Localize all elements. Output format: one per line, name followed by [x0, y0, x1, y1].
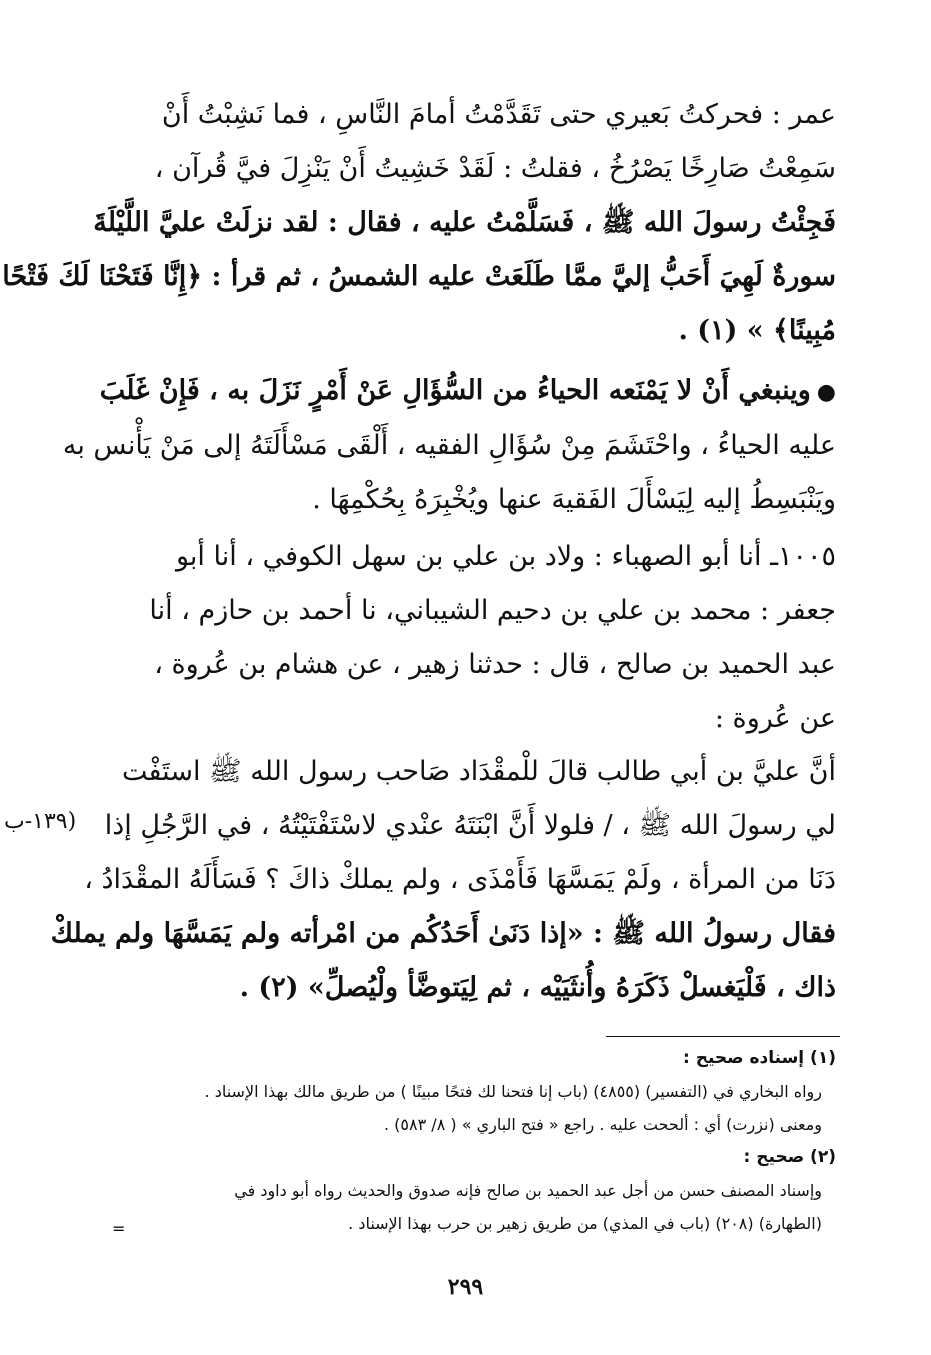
footnotes	[96, 1042, 836, 1240]
text-line: عليه الحياءُ ، واحْتَشَمَ مِنْ سُؤَالِ الفقيه ، أَلْقَى مَسْأَلَتَهُ إلى مَنْ يَأْنس به	[62, 430, 836, 461]
footnote-text: رواه البخاري في (التفسير) (٤٨٥٥) (باب إنا فتحنا لك فتحًا مبينًا ) من طريق مالك بهذا الإسناد .	[204, 1082, 822, 1101]
footnote-text: وإسناد المصنف حسن من أجل عبد الحميد بن صالح فإنه صدوق والحديث رواه أبو داود في	[234, 1181, 822, 1200]
footnote-text: (الطهارة) (٢٠٨) (باب في المذي) من طريق زهير بن حرب بهذا الإسناد .	[348, 1214, 822, 1233]
text-line: سورةٌ لَهِيَ أَحَبُّ إليَّ ممَّا طَلَعَتْ عليه الشمسُ ، ثم قرأ : ﴿إِنَّا فَتَحْنَا لَكَ فَتْحًا	[2, 261, 836, 292]
text-line: مُبِينًا﴾ » (١) .	[678, 315, 836, 346]
text-line: عمر : فحركتُ بَعيري حتى تَقَدَّمْتُ أمامَ النَّاسِ ، فما نَشِبْتُ أَنْ	[161, 99, 836, 130]
paragraph-guidance	[62, 364, 836, 527]
footnote-divider	[606, 1036, 840, 1037]
bullet-icon: ●	[816, 379, 836, 405]
footnote-heading: (١) إسناده صحيح :	[683, 1048, 836, 1068]
paragraph-hadith-continuation	[2, 88, 836, 358]
text-line: فَجِئْتُ رسولَ الله ﷺ ، فَسَلَّمْتُ عليه ، فقال : لقد نزلَتْ عليَّ اللَّيْلَةَ	[93, 207, 836, 238]
text-line: ويَنْبَسِطُ إليه لِيَسْأَلَ الفَقيهَ عنها ويُخْبِرَهُ بِحُكْمِهَا .	[312, 484, 836, 515]
footnote-heading: (٢) صحيح :	[743, 1147, 836, 1167]
footnote-text: ومعنى (نزرت) أي : ألححت عليه . راجع « فتح الباري » ( ٨/ ٥٨٣) .	[384, 1115, 822, 1134]
continuation-mark: =	[112, 1219, 126, 1238]
paragraph-isnad	[96, 530, 836, 746]
text-line: ١٠٠٥ـ أنا أبو الصهباء : ولاد بن علي بن سهل الكوفي ، أنا أبو	[175, 541, 836, 572]
paragraph-hadith-matn	[50, 745, 836, 1015]
text-line: عن عُروة :	[714, 703, 836, 734]
text-line: دَنَا من المرأة ، ولَمْ يَمَسَّهَا فَأَمْذَى ، ولم يملكْ ذاكَ ؟ فَسَأَلَهُ المقْدَادُ ،	[84, 864, 836, 895]
text-line: لي رسولَ الله ﷺ ، / فلولا أَنَّ ابْنَتَهُ عنْدي لاسْتَفْتَيْتُهُ ، في الرَّجُلِ إذا	[104, 810, 836, 841]
text-line: جعفر : محمد بن علي بن دحيم الشيباني، نا أحمد بن حازم ، أنا	[149, 595, 836, 626]
text-line: عبد الحميد بن صالح ، قال : حدثنا زهير ، عن هشام بن عُروة ،	[154, 649, 836, 680]
text-line: ذاك ، فَلْيَغسلْ ذَكَرَهُ وأُنثَيَيْه ، ثم لِيَتوضَّأ ولْيُصلِّ» (٢) .	[239, 972, 836, 1003]
page-number: ٢٩٩	[447, 1274, 484, 1300]
text-line: سَمِعْتُ صَارِخًا يَصْرُخُ ، فقلتُ : لَقَدْ خَشِيتُ أَنْ يَنْزِلَ فيَّ قُرآن ،	[154, 153, 836, 184]
text-line: فقال رسولُ الله ﷺ : «إذا دَنَىٰ أَحَدُكُم من امْرأته ولم يَمَسَّهَا ولم يملكْ	[50, 918, 836, 949]
text-line: أنَّ عليَّ بن أبي طالب قالَ للْمقْدَاد صَاحب رسول الله ﷺ استَفْت	[122, 756, 836, 787]
text-line: ●وينبغي أَنْ لا يَمْنَعه الحياءُ من السُّؤَالِ عَنْ أَمْرٍ نَزَلَ به ، فَإِنْ غَلَبَ	[99, 375, 836, 406]
manuscript-folio-note: (١٣٩-ب	[4, 809, 77, 834]
